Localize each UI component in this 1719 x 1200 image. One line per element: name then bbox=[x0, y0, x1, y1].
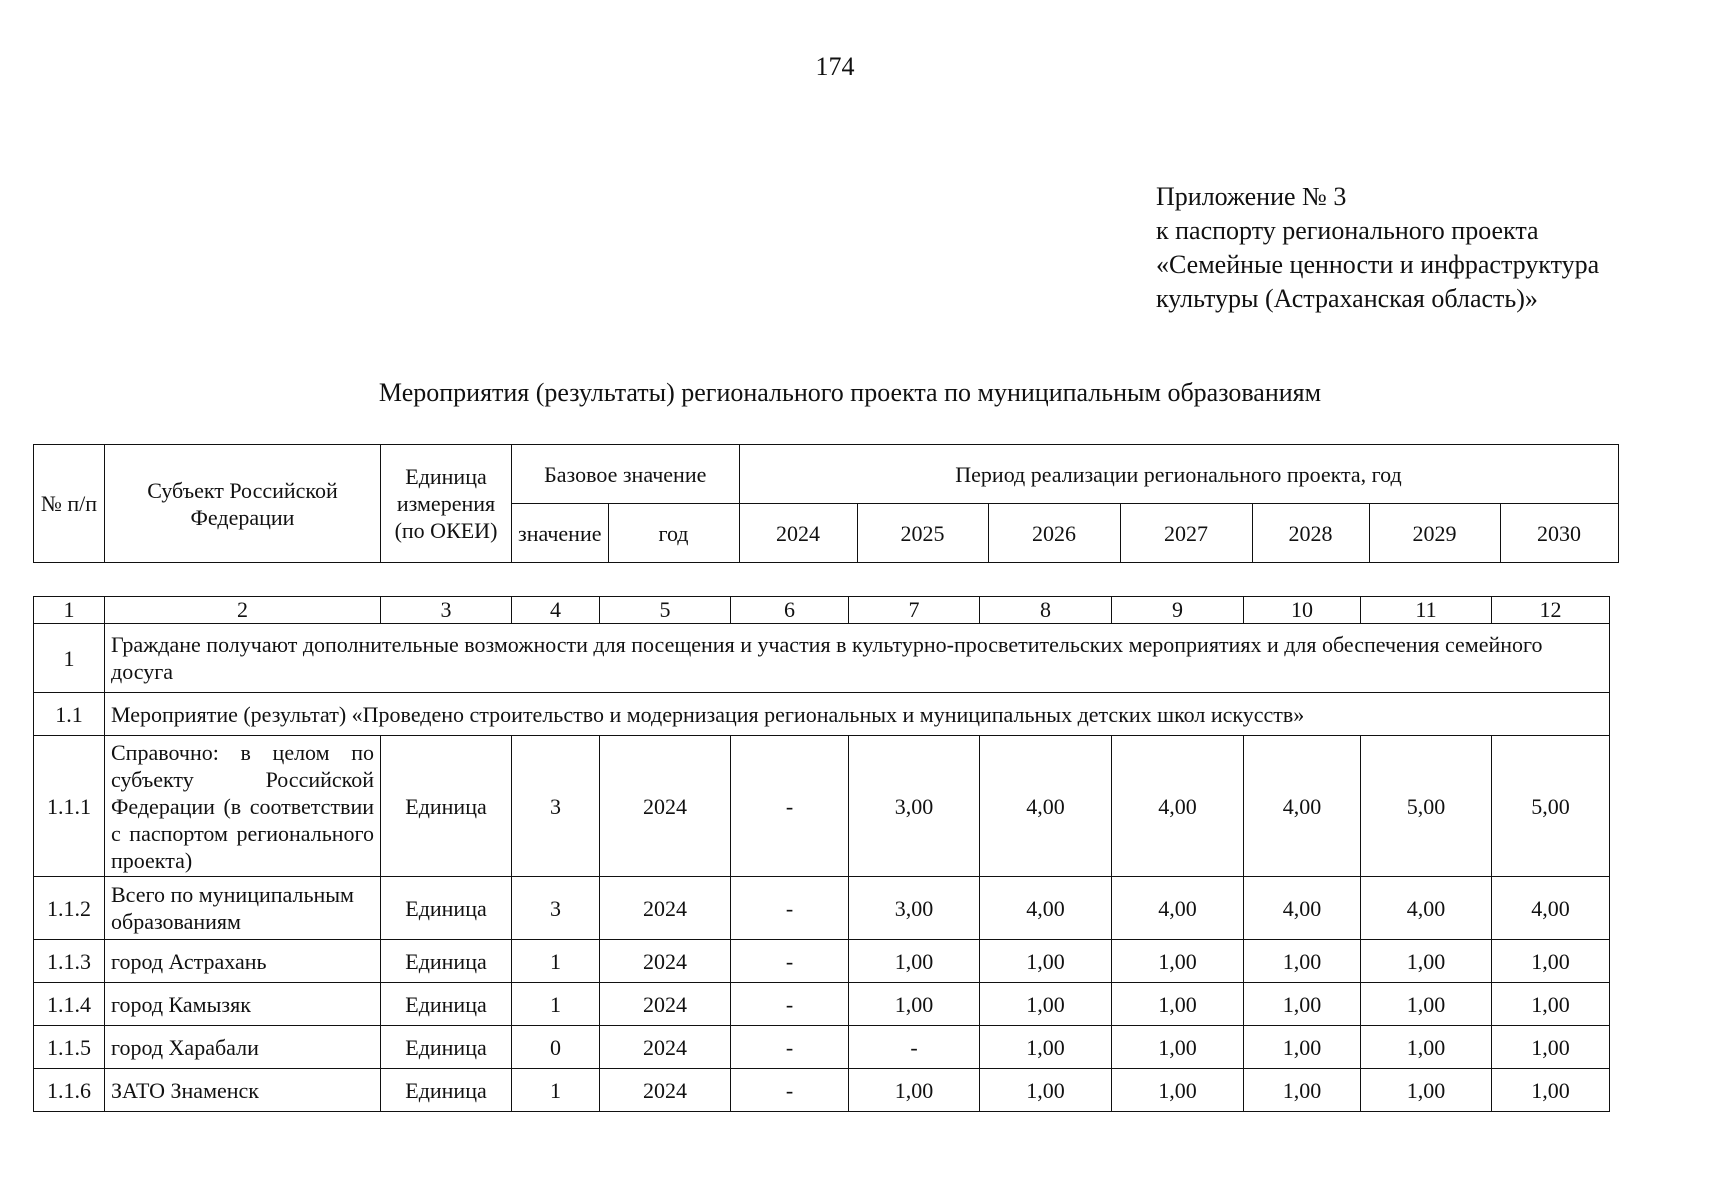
row-name: город Астрахань bbox=[105, 940, 381, 983]
row-unit: Единица bbox=[381, 940, 512, 983]
row-unit: Единица bbox=[381, 1026, 512, 1069]
row-unit: Единица bbox=[381, 736, 512, 877]
header-year: 2028 bbox=[1252, 504, 1369, 563]
column-number: 3 bbox=[381, 597, 512, 624]
table-row bbox=[34, 877, 1610, 940]
column-number: 11 bbox=[1361, 597, 1492, 624]
column-number: 12 bbox=[1492, 597, 1610, 624]
table-row bbox=[34, 1069, 1610, 1112]
column-number: 5 bbox=[600, 597, 731, 624]
row-num: 1.1.1 bbox=[34, 736, 105, 877]
column-number: 6 bbox=[731, 597, 849, 624]
row-value: 4,00 bbox=[1112, 877, 1244, 940]
row-name: ЗАТО Знаменск bbox=[105, 1069, 381, 1112]
appendix-line: «Семейные ценности и инфраструктура bbox=[1156, 250, 1600, 279]
row-base-value: 1 bbox=[512, 983, 600, 1026]
row-value: 4,00 bbox=[1492, 877, 1610, 940]
row-num: 1.1.6 bbox=[34, 1069, 105, 1112]
column-number-row bbox=[34, 597, 1610, 624]
row-value: 1,00 bbox=[849, 983, 980, 1026]
column-number: 7 bbox=[849, 597, 980, 624]
row-name: Справочно: в целом по субъекту Российской Федерации (в соответствии с паспортом регионального проекта) bbox=[105, 736, 381, 877]
row-value: 1,00 bbox=[1112, 940, 1244, 983]
row-value: 1,00 bbox=[1492, 940, 1610, 983]
row-value: 1,00 bbox=[1112, 1069, 1244, 1112]
header-unit: Единица измерения (по ОКЕИ) bbox=[381, 445, 512, 563]
appendix-line: к паспорту регионального проекта bbox=[1156, 216, 1539, 245]
row-base-year: 2024 bbox=[600, 736, 731, 877]
row-base-year: 2024 bbox=[600, 1026, 731, 1069]
row-value: 5,00 bbox=[1492, 736, 1610, 877]
column-number: 2 bbox=[105, 597, 381, 624]
header-year: 2027 bbox=[1120, 504, 1252, 563]
row-base-value: 1 bbox=[512, 940, 600, 983]
row-value: 1,00 bbox=[1492, 1069, 1610, 1112]
row-value: 1,00 bbox=[980, 1026, 1112, 1069]
header-year: 2030 bbox=[1500, 504, 1618, 563]
event-row bbox=[34, 693, 1610, 736]
header-base: Базовое значение bbox=[512, 445, 740, 504]
row-base-year: 2024 bbox=[600, 877, 731, 940]
document-title: Мероприятия (результаты) регионального проекта по муниципальным образованиям bbox=[378, 378, 1322, 407]
appendix-line: культуры (Астраханская область)» bbox=[1156, 284, 1538, 313]
row-value: 4,00 bbox=[1112, 736, 1244, 877]
table-header bbox=[33, 444, 1619, 563]
row-value: - bbox=[849, 1026, 980, 1069]
column-number: 10 bbox=[1244, 597, 1361, 624]
row-name: город Харабали bbox=[105, 1026, 381, 1069]
goal-text: Граждане получают дополнительные возможности для посещения и участия в культурно-просветительских мероприятиях и для обеспечения семейного досуга bbox=[105, 624, 1610, 693]
row-value: 1,00 bbox=[1492, 983, 1610, 1026]
header-base-year: год bbox=[608, 504, 739, 563]
column-number: 1 bbox=[34, 597, 105, 624]
row-value: 1,00 bbox=[1244, 940, 1361, 983]
row-value: 4,00 bbox=[1361, 877, 1492, 940]
row-value: - bbox=[731, 940, 849, 983]
row-value: 1,00 bbox=[1361, 983, 1492, 1026]
row-unit: Единица bbox=[381, 983, 512, 1026]
row-value: - bbox=[731, 736, 849, 877]
row-value: - bbox=[731, 1026, 849, 1069]
row-base-value: 1 bbox=[512, 1069, 600, 1112]
row-value: 1,00 bbox=[1361, 1069, 1492, 1112]
header-base-value: значение bbox=[512, 504, 609, 563]
row-value: 5,00 bbox=[1361, 736, 1492, 877]
row-value: 1,00 bbox=[1112, 983, 1244, 1026]
header-year: 2025 bbox=[857, 504, 988, 563]
column-number: 4 bbox=[512, 597, 600, 624]
row-base-year: 2024 bbox=[600, 1069, 731, 1112]
row-value: 1,00 bbox=[1112, 1026, 1244, 1069]
row-value: 4,00 bbox=[980, 877, 1112, 940]
row-value: - bbox=[731, 983, 849, 1026]
row-unit: Единица bbox=[381, 1069, 512, 1112]
row-value: 1,00 bbox=[1244, 983, 1361, 1026]
event-num: 1.1 bbox=[34, 693, 105, 736]
row-value: 1,00 bbox=[849, 940, 980, 983]
row-name: город Камызяк bbox=[105, 983, 381, 1026]
row-value: 1,00 bbox=[849, 1069, 980, 1112]
table-row bbox=[34, 736, 1610, 877]
header-year: 2024 bbox=[739, 504, 857, 563]
goal-row bbox=[34, 624, 1610, 693]
row-value: 4,00 bbox=[1244, 877, 1361, 940]
header-year: 2026 bbox=[988, 504, 1120, 563]
row-base-value: 0 bbox=[512, 1026, 600, 1069]
row-base-value: 3 bbox=[512, 877, 600, 940]
row-num: 1.1.4 bbox=[34, 983, 105, 1026]
goal-num: 1 bbox=[34, 624, 105, 693]
row-value: 1,00 bbox=[1492, 1026, 1610, 1069]
row-value: 1,00 bbox=[1361, 940, 1492, 983]
row-base-year: 2024 bbox=[600, 940, 731, 983]
row-value: 3,00 bbox=[849, 736, 980, 877]
row-value: - bbox=[731, 1069, 849, 1112]
column-number: 9 bbox=[1112, 597, 1244, 624]
event-text: Мероприятие (результат) «Проведено строительство и модернизация региональных и муниципальных детских школ искусств» bbox=[105, 693, 1610, 736]
row-value: 1,00 bbox=[980, 1069, 1112, 1112]
header-period: Период реализации регионального проекта, год bbox=[739, 445, 1618, 504]
row-value: 4,00 bbox=[1244, 736, 1361, 877]
row-value: 1,00 bbox=[1244, 1026, 1361, 1069]
column-number: 8 bbox=[980, 597, 1112, 624]
row-value: 1,00 bbox=[1361, 1026, 1492, 1069]
row-base-year: 2024 bbox=[600, 983, 731, 1026]
row-num: 1.1.2 bbox=[34, 877, 105, 940]
header-year: 2029 bbox=[1369, 504, 1500, 563]
header-num: № п/п bbox=[34, 445, 105, 563]
row-value: 1,00 bbox=[980, 940, 1112, 983]
header-subject: Субъект Российской Федерации bbox=[105, 445, 381, 563]
table-row bbox=[34, 1026, 1610, 1069]
page-number: 174 bbox=[815, 52, 855, 81]
row-value: 3,00 bbox=[849, 877, 980, 940]
appendix-note bbox=[1156, 180, 1599, 316]
row-value: 1,00 bbox=[980, 983, 1112, 1026]
row-num: 1.1.3 bbox=[34, 940, 105, 983]
row-num: 1.1.5 bbox=[34, 1026, 105, 1069]
row-value: 1,00 bbox=[1244, 1069, 1361, 1112]
appendix-line: Приложение № 3 bbox=[1156, 182, 1347, 211]
row-name: Всего по муниципальным образованиям bbox=[105, 877, 381, 940]
data-table bbox=[33, 596, 1610, 1112]
row-base-value: 3 bbox=[512, 736, 600, 877]
row-value: - bbox=[731, 877, 849, 940]
table-row bbox=[34, 983, 1610, 1026]
row-value: 4,00 bbox=[980, 736, 1112, 877]
table-row bbox=[34, 940, 1610, 983]
row-unit: Единица bbox=[381, 877, 512, 940]
